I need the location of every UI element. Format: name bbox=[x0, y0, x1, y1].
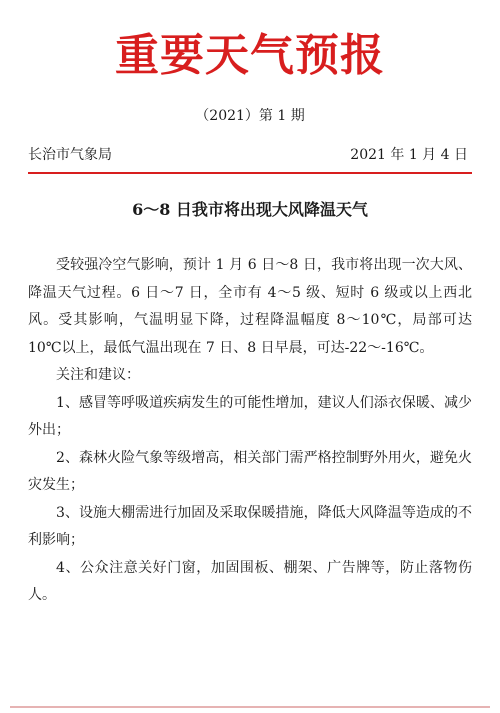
bottom-edge bbox=[10, 706, 490, 708]
paragraph-advice-2: 2、森林火险气象等级增高，相关部门需严格控制野外用火，避免火灾发生； bbox=[28, 449, 472, 493]
issuing-agency: 长治市气象局 bbox=[28, 147, 112, 163]
paragraph-advice-heading: 关注和建议： bbox=[56, 367, 140, 383]
issue-number: （2021）第 1 期 bbox=[195, 108, 305, 124]
paragraph-advice-4: 4、公众注意关好门窗，加固围板、棚架、广告牌等，防止落物伤人。 bbox=[28, 559, 472, 603]
bulletin-body bbox=[28, 252, 472, 610]
bulletin-headline: 6～8 日我市将出现大风降温天气 bbox=[132, 200, 368, 219]
paragraph-advice-1: 1、感冒等呼吸道疾病发生的可能性增加，建议人们添衣保暖、减少外出； bbox=[28, 394, 472, 438]
meta-row bbox=[28, 144, 468, 166]
issue-date: 2021 年 1 月 4 日 bbox=[350, 147, 468, 163]
header-divider bbox=[28, 172, 472, 174]
paragraph-advice-3: 3、设施大棚需进行加固及采取保暖措施，降低大风降温等造成的不利影响； bbox=[28, 504, 472, 548]
paragraph-forecast: 受较强冷空气影响，预计 1 月 6 日～8 日，我市将出现一次大风、降温天气过程。6 日～7 日，全市有 4～5 级、短时 6 级或以上西北风。受其影响，气温明显下降，过程降温幅度 8～10℃，局部可达 10℃以上，最低气温出现在 7 日、8 日早晨，可达-22～-16℃。 bbox=[28, 257, 472, 356]
masthead-title: 重要天气预报 bbox=[115, 30, 385, 81]
